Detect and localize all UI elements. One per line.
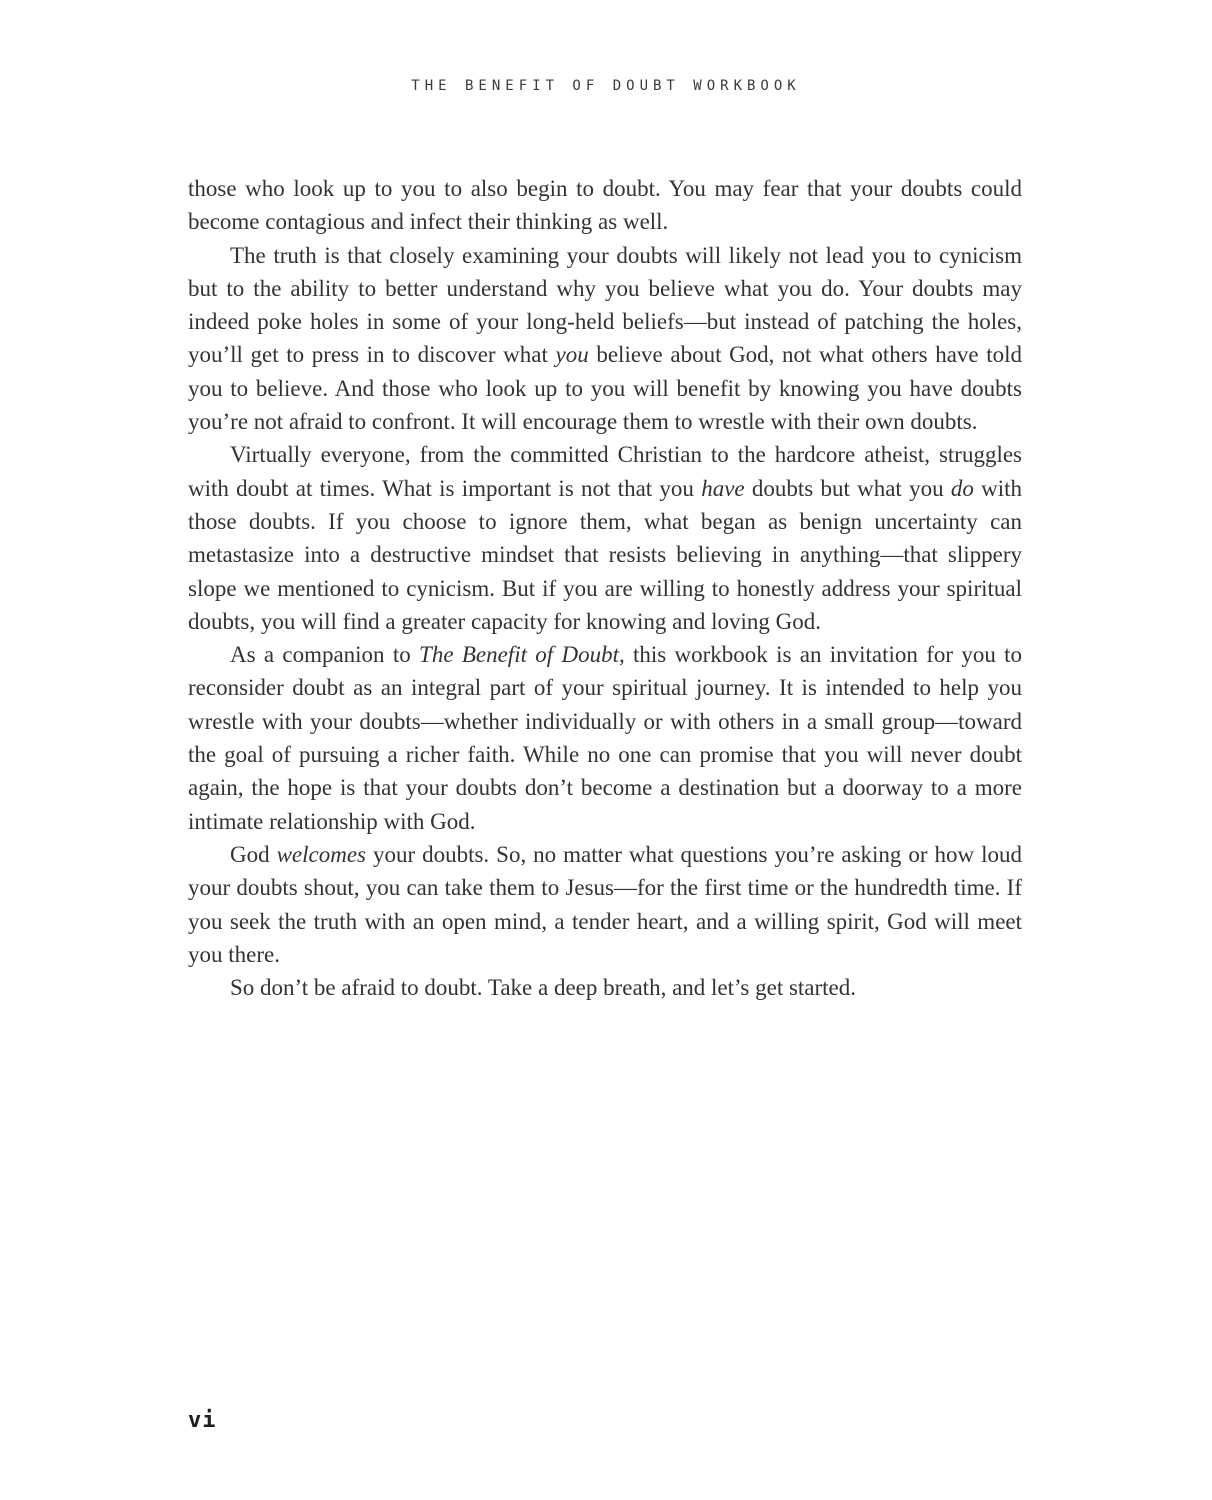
paragraph-5-text-b: your doubts. So, no matter what questions you’re asking or how loud your doubts shout, you can take them to Jesus—for the first time or the hundredth time. If you seek the truth with an open mind, a tender heart, and a willing spirit, God will meet you there.: [188, 841, 1022, 967]
paragraph-2: [188, 239, 1022, 439]
paragraph-3-text-a: Virtually everyone, from the committed Christian to the hardcore atheist, struggles with doubt at times. What is important is not that you: [188, 442, 1022, 501]
paragraph-2-text-b: believe about God, not what others have told you to believe. And those who look up to you will benefit by knowing you have doubts you’re not afraid to confront. It will encourage them to wrestle with their own doubts.: [188, 342, 1023, 435]
body-text: [188, 172, 1022, 1004]
running-head: THE BENEFIT OF DOUBT WORKBOOK: [411, 78, 801, 94]
page-number: vi: [188, 1408, 217, 1433]
paragraph-1: those who look up to you to also begin to doubt. You may fear that your doubts could become contagious and infect their thinking as well.: [188, 176, 1022, 235]
paragraph-4: [188, 638, 1022, 838]
paragraph-5-text-a: God: [230, 841, 277, 867]
paragraph-4-text-b: , this workbook is an invitation for you to reconsider doubt as an integral part of your spiritual journey. It is intended to help you wrestle with your doubts—whether individually or with others in a small group—toward the goal of pursuing a richer faith. While no one can promise that you will never doubt again, the hope is that your doubts don’t become a destination but a doorway to a more intimate relationship with God.: [188, 642, 1023, 834]
paragraph-3-emphasis-have: have: [701, 475, 745, 501]
paragraph-5-emphasis: welcomes: [276, 841, 366, 867]
paragraph-3-text-b: doubts but what you: [744, 475, 951, 501]
paragraph-4-text-a: As a companion to: [230, 642, 420, 668]
paragraph-5: [188, 838, 1022, 971]
paragraph-3-text-c: with those doubts. If you choose to ignore them, what began as benign uncertainty can metastasize into a destructive mindset that resists believing in anything—that slippery slope we mentioned to cynicism. But if you are willing to honestly address your spiritual doubts, you will find a greater capacity for knowing and loving God.: [188, 475, 1022, 634]
paragraph-4-book-title: The Benefit of Doubt: [419, 642, 619, 668]
paragraph-3-emphasis-do: do: [950, 475, 974, 501]
paragraph-6: So don’t be afraid to doubt. Take a deep breath, and let’s get started.: [230, 975, 857, 1001]
paragraph-2-emphasis: you: [555, 342, 589, 368]
paragraph-2-text-a: The truth is that closely examining your doubts will likely not lead you to cynicism but to the ability to better understand why you believe what you do. Your doubts may indeed poke holes in some of your long-held beliefs—but instead of patching the holes, you’ll get to press in to discover what: [188, 242, 1022, 368]
paragraph-3: [188, 438, 1022, 638]
